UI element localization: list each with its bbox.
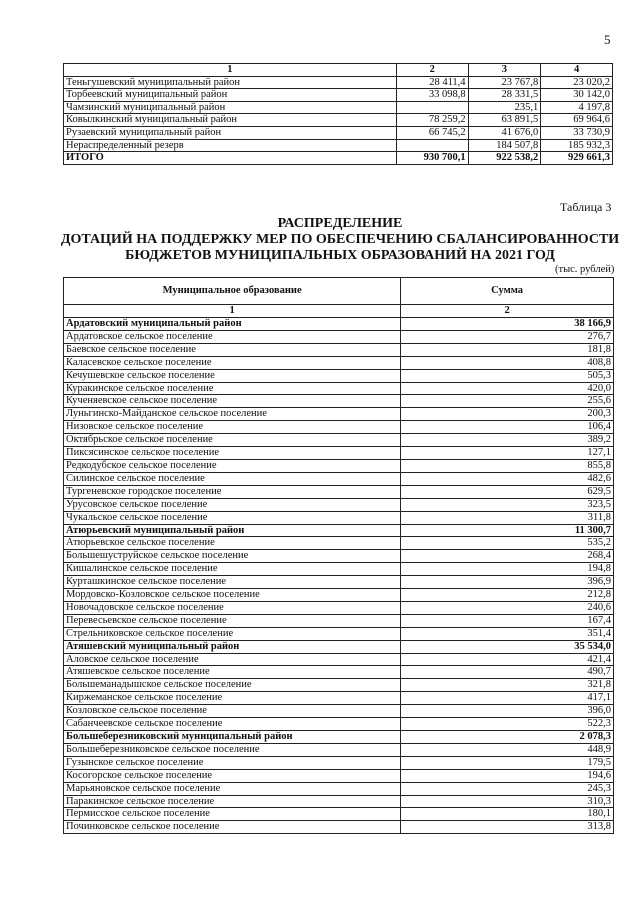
municipality-name: Большеберезниковское сельское поселение [64,743,401,756]
amount-value: 180,1 [401,808,614,821]
budget-table-continuation [63,63,613,165]
amount-value: 276,7 [401,330,614,343]
row-label: Рузаевский муниципальный район [64,126,397,139]
value-cell: 63 891,5 [468,114,541,127]
district-row [64,640,614,653]
amount-value: 35 534,0 [401,640,614,653]
amount-value: 2 078,3 [401,731,614,744]
municipality-name: Баевское сельское поселение [64,343,401,356]
municipality-name: Гузынское сельское поселение [64,756,401,769]
settlement-row [64,472,614,485]
settlement-row [64,434,614,447]
municipality-name: Атяшевское сельское поселение [64,666,401,679]
amount-value: 396,0 [401,705,614,718]
municipality-name: Курташкинское сельское поселение [64,576,401,589]
amount-value: 321,8 [401,679,614,692]
municipality-name: Большеманадышское сельское поселение [64,679,401,692]
amount-value: 448,9 [401,743,614,756]
amount-value: 522,3 [401,718,614,731]
settlement-row [64,576,614,589]
district-row [64,524,614,537]
municipality-name: Паракинское сельское поселение [64,795,401,808]
value-cell [396,101,468,114]
page-number: 5 [604,32,611,47]
value-cell: 33 730,9 [541,126,613,139]
settlement-row [64,408,614,421]
municipality-name: Кишалинское сельское поселение [64,563,401,576]
column-header-municipality: Муниципальное образование [64,278,401,305]
amount-value: 323,5 [401,498,614,511]
settlement-row [64,343,614,356]
table-label: Таблица 3 [560,200,612,214]
municipality-name: Октябрьское сельское поселение [64,434,401,447]
amount-value: 240,6 [401,601,614,614]
municipality-name: Ардатовское сельское поселение [64,330,401,343]
amount-value: 106,4 [401,421,614,434]
value-cell: 28 331,5 [468,89,541,102]
table-row [64,76,613,89]
amount-value: 38 166,9 [401,318,614,331]
settlement-row [64,679,614,692]
district-row [64,318,614,331]
table-row [64,126,613,139]
settlement-row [64,447,614,460]
municipality-name: Перевесьевское сельское поселение [64,614,401,627]
value-cell: 66 745,2 [396,126,468,139]
municipality-name: Тургеневское городское поселение [64,485,401,498]
settlement-row [64,756,614,769]
municipality-name: Починковское сельское поселение [64,821,401,834]
settlement-row [64,821,614,834]
amount-value: 535,2 [401,537,614,550]
settlement-row [64,459,614,472]
table-row [64,101,613,114]
settlement-row [64,395,614,408]
municipality-name: Кученяевское сельское поселение [64,395,401,408]
row-label: Теньгушевский муниципальный район [64,76,397,89]
header-cell: 4 [541,64,613,77]
units-label: (тыс. рублей) [555,264,615,275]
settlement-row [64,627,614,640]
row-label: Торбеевский муниципальный район [64,89,397,102]
municipality-name: Косогорское сельское поселение [64,769,401,782]
header-cell: 2 [396,64,468,77]
column-index: 1 [64,305,401,318]
municipality-name: Новочадовское сельское поселение [64,601,401,614]
municipality-name: Мордовско-Козловское сельское поселение [64,589,401,602]
municipality-name: Низовское сельское поселение [64,421,401,434]
settlement-row [64,782,614,795]
amount-value: 490,7 [401,666,614,679]
document-subtitle-line-2: БЮДЖЕТОВ МУНИЦИПАЛЬНЫХ ОБРАЗОВАНИЙ НА 2021 ГОД [125,248,555,263]
amount-value: 417,1 [401,692,614,705]
municipality-name: Пиксясинское сельское поселение [64,447,401,460]
settlement-row [64,421,614,434]
row-label: Чамзинский муниципальный район [64,101,397,114]
value-cell: 33 098,8 [396,89,468,102]
amount-value: 11 300,7 [401,524,614,537]
settlement-row [64,808,614,821]
settlement-row [64,718,614,731]
value-cell: 30 142,0 [541,89,613,102]
table-row [64,114,613,127]
municipality-name: Большеберезниковский муниципальный район [64,731,401,744]
settlement-row [64,666,614,679]
settlement-row [64,369,614,382]
municipality-name: Стрельниковское сельское поселение [64,627,401,640]
document-subtitle-line-1: ДОТАЦИЙ НА ПОДДЕРЖКУ МЕР ПО ОБЕСПЕЧЕНИЮ СБАЛАНСИРОВАННОСТИ [60,232,620,247]
amount-value: 194,8 [401,563,614,576]
amount-value: 127,1 [401,447,614,460]
amount-value: 421,4 [401,653,614,666]
settlement-row [64,382,614,395]
municipality-name: Атюрьевское сельское поселение [64,537,401,550]
municipality-name: Сабанчеевское сельское поселение [64,718,401,731]
row-label: Ковылкинский муниципальный район [64,114,397,127]
settlement-row [64,601,614,614]
amount-value: 311,8 [401,511,614,524]
value-cell: 235,1 [468,101,541,114]
column-index: 2 [401,305,614,318]
municipality-name: Козловское сельское поселение [64,705,401,718]
value-cell: 69 964,6 [541,114,613,127]
settlement-row [64,485,614,498]
municipality-name: Куракинское сельское поселение [64,382,401,395]
settlement-row [64,498,614,511]
amount-value: 255,6 [401,395,614,408]
municipality-name: Ардатовский муниципальный район [64,318,401,331]
municipality-name: Атюрьевский муниципальный район [64,524,401,537]
value-cell: 184 507,8 [468,139,541,152]
municipality-name: Чукальское сельское поселение [64,511,401,524]
settlement-row [64,769,614,782]
amount-value: 268,4 [401,550,614,563]
header-cell: 3 [468,64,541,77]
value-cell: 23 767,8 [468,76,541,89]
amount-value: 351,4 [401,627,614,640]
settlement-row [64,692,614,705]
value-cell: 28 411,4 [396,76,468,89]
amount-value: 408,8 [401,356,614,369]
settlement-row [64,330,614,343]
amount-value: 200,3 [401,408,614,421]
amount-value: 167,4 [401,614,614,627]
amount-value: 212,8 [401,589,614,602]
municipality-name: Силинское сельское поселение [64,472,401,485]
subsidy-distribution-table [63,277,614,834]
value-cell: 23 020,2 [541,76,613,89]
header-cell: 1 [64,64,397,77]
municipality-name: Луньгинско-Майданское сельское поселение [64,408,401,421]
amount-value: 181,8 [401,343,614,356]
column-index-row [64,305,614,318]
settlement-row [64,795,614,808]
amount-value: 194,6 [401,769,614,782]
municipality-name: Атяшевский муниципальный район [64,640,401,653]
amount-value: 855,8 [401,459,614,472]
amount-value: 245,3 [401,782,614,795]
settlement-row [64,614,614,627]
settlement-row [64,589,614,602]
municipality-name: Марьяновское сельское поселение [64,782,401,795]
table-row [64,89,613,102]
row-label: Нераспределенный резерв [64,139,397,152]
amount-value: 482,6 [401,472,614,485]
total-value: 922 538,2 [468,152,541,165]
amount-value: 629,5 [401,485,614,498]
settlement-row [64,653,614,666]
document-title: РАСПРЕДЕЛЕНИЕ [277,216,403,231]
amount-value: 313,8 [401,821,614,834]
municipality-name: Кечушевское сельское поселение [64,369,401,382]
value-cell: 78 259,2 [396,114,468,127]
municipality-name: Урусовское сельское поселение [64,498,401,511]
value-cell: 4 197,8 [541,101,613,114]
municipality-name: Редкодубское сельское поселение [64,459,401,472]
amount-value: 420,0 [401,382,614,395]
municipality-name: Аловское сельское поселение [64,653,401,666]
total-value: 930 700,1 [396,152,468,165]
municipality-name: Пермисское сельское поселение [64,808,401,821]
amount-value: 396,9 [401,576,614,589]
amount-value: 389,2 [401,434,614,447]
value-cell: 41 676,0 [468,126,541,139]
settlement-row [64,705,614,718]
municipality-name: Каласевское сельское поселение [64,356,401,369]
settlement-row [64,537,614,550]
value-cell [396,139,468,152]
amount-value: 179,5 [401,756,614,769]
total-row [64,152,613,165]
district-row [64,731,614,744]
amount-value: 310,3 [401,795,614,808]
settlement-row [64,511,614,524]
table-row [64,139,613,152]
total-label: ИТОГО [64,152,397,165]
settlement-row [64,356,614,369]
settlement-row [64,550,614,563]
table-header-row [64,278,614,305]
settlement-row [64,743,614,756]
municipality-name: Большешуструйское сельское поселение [64,550,401,563]
column-header-amount: Сумма [401,278,614,305]
value-cell: 185 932,3 [541,139,613,152]
table-header-row [64,64,613,77]
amount-value: 505,3 [401,369,614,382]
total-value: 929 661,3 [541,152,613,165]
municipality-name: Киржеманское сельское поселение [64,692,401,705]
settlement-row [64,563,614,576]
